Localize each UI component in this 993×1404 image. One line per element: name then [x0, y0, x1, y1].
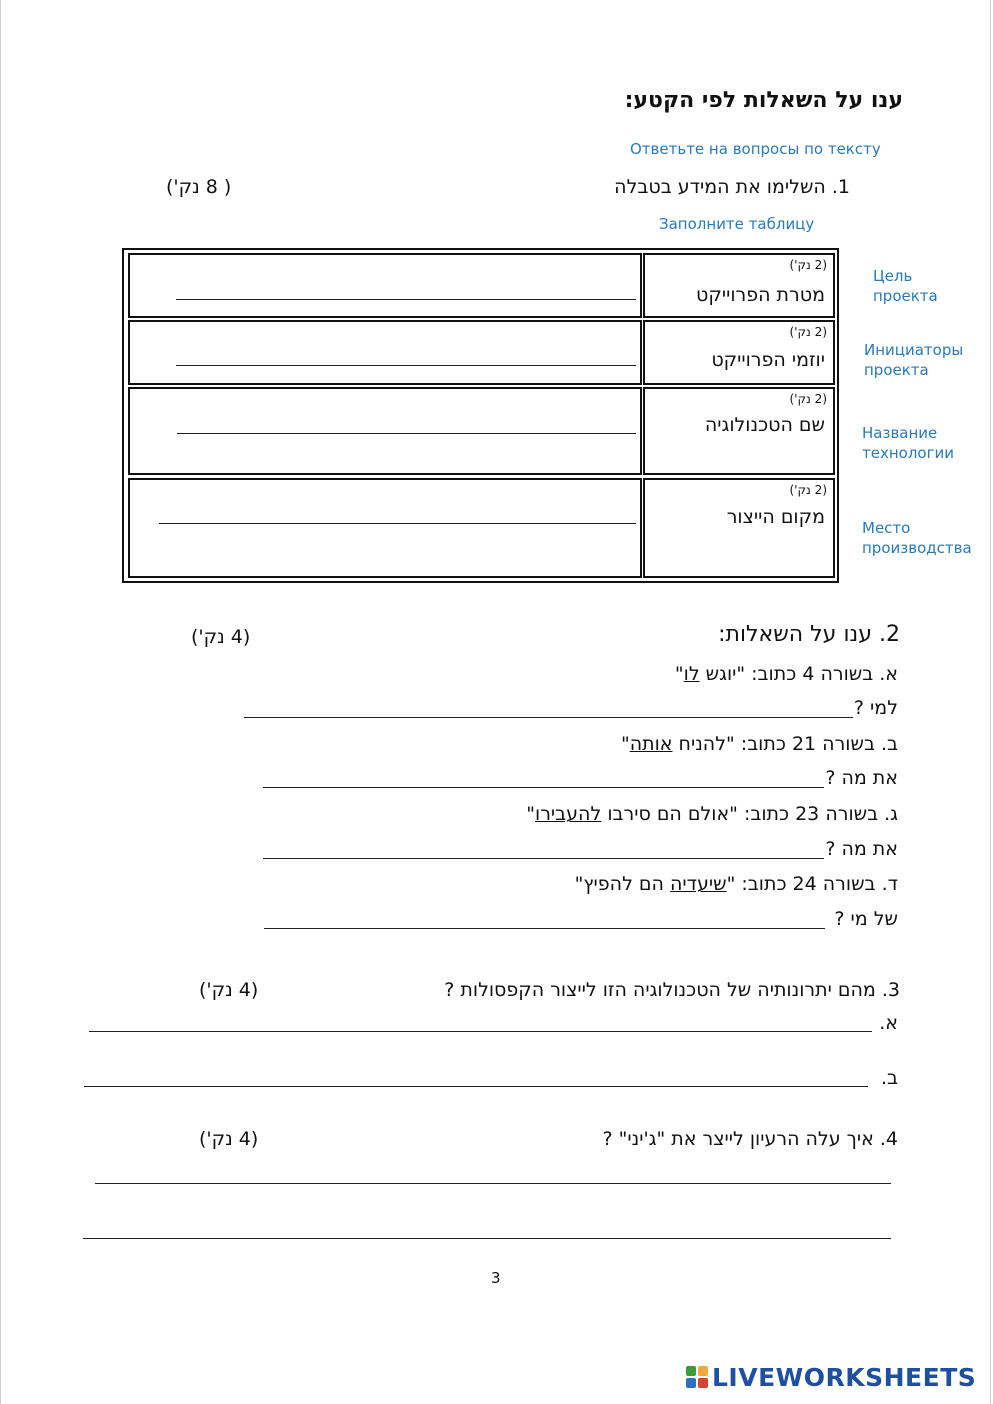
q2-b-underlined: אותה — [629, 733, 673, 755]
answer-line[interactable] — [177, 433, 636, 434]
q2-b-ask: את מה ? — [825, 767, 898, 789]
q2-a-answer-line[interactable] — [244, 717, 853, 718]
table-row-4-label: מקום הייצור — [726, 506, 825, 528]
table-row-3-answer-cell[interactable] — [128, 387, 642, 475]
table-row-2-label-cell — [643, 320, 835, 385]
table-row-1-label: מטרת הפרוייקט — [696, 284, 825, 306]
q2-d-text — [575, 873, 898, 895]
table-row-1-points: (2 נק') — [789, 258, 827, 272]
answer-line[interactable] — [176, 365, 636, 366]
q3-label: 3. מהם יתרונותיה של הטכנולוגיה הזו לייצור הקפסולות ? — [444, 979, 900, 1001]
q1-points: ( 8 נק') — [166, 176, 232, 198]
q2-b-pre: ב. בשורה 21 כתוב: "להניח — [672, 733, 898, 755]
q2-c-post: " — [526, 803, 536, 825]
q4-label: 4. איך עלה הרעיון לייצר את "ג'יני" ? — [602, 1128, 898, 1150]
q2-c-underlined: להעבירו — [535, 803, 602, 825]
table-row-4-answer-cell[interactable] — [128, 478, 642, 578]
q2-points: (4 נק') — [191, 626, 251, 648]
table-row-1-label-cell — [643, 253, 835, 318]
answer-line[interactable] — [159, 523, 636, 524]
liveworksheets-logo — [686, 1362, 976, 1392]
page-title: ענו על השאלות לפי הקטע: — [624, 88, 903, 113]
q2-d-pre: ד. בשורה 24 כתוב: " — [726, 873, 898, 895]
page-edge-right — [990, 0, 991, 1404]
subtitle-ru: Ответьте на вопросы по тексту — [630, 140, 881, 158]
page-number: 3 — [491, 1269, 501, 1287]
table-row-1-answer-cell[interactable] — [128, 253, 642, 318]
row-1-ru: Цель проекта — [873, 267, 938, 305]
answer-line[interactable] — [176, 299, 636, 300]
q2-a-post: " — [674, 663, 684, 685]
q2-a-text — [675, 663, 898, 685]
logo-cubes-icon — [686, 1366, 708, 1388]
q3-points: (4 נק') — [199, 979, 259, 1001]
q2-label: 2. ענו על השאלות: — [718, 622, 900, 647]
q2-c-pre: ג. בשורה 23 כתוב: "אולם הם סירבו — [601, 803, 898, 825]
info-table — [122, 248, 839, 583]
q3-a-marker: א. — [879, 1012, 898, 1034]
q1-label: 1. השלימו את המידע בטבלה — [614, 176, 850, 198]
table-row-2-answer-cell[interactable] — [128, 320, 642, 385]
q2-d-post: הם להפיץ" — [574, 873, 670, 895]
q4-answer-line-2[interactable] — [83, 1238, 891, 1239]
table-row-2-label: יוזמי הפרוייקט — [711, 349, 825, 371]
row-2-ru: Инициаторы проекта — [864, 341, 964, 379]
q2-c-ask: את מה ? — [825, 838, 898, 860]
q2-a-ask: למי ? — [853, 697, 898, 719]
table-row-4-points: (2 נק') — [789, 483, 827, 497]
q2-d-answer-line[interactable] — [264, 928, 825, 929]
q4-answer-line-1[interactable] — [95, 1183, 891, 1184]
q2-a-pre: א. בשורה 4 כתוב: "יוגש — [699, 663, 898, 685]
q2-b-answer-line[interactable] — [263, 787, 824, 788]
q3-a-answer-line[interactable] — [89, 1031, 872, 1032]
q2-b-post: " — [620, 733, 630, 755]
q2-a-underlined: לו — [683, 663, 700, 685]
q2-d-underlined: שיעדיה — [669, 873, 727, 895]
page-edge-left — [0, 0, 1, 1404]
q4-points: (4 נק') — [199, 1128, 259, 1150]
row-3-ru: Название технологии — [862, 424, 954, 462]
q2-c-text — [526, 803, 898, 825]
table-row-3-label: שם הטכנולוגיה — [704, 414, 825, 436]
q2-b-text — [621, 733, 898, 755]
table-row-3-label-cell — [643, 387, 835, 475]
table-row-4-label-cell — [643, 478, 835, 578]
logo-text: LIVEWORKSHEETS — [712, 1362, 977, 1392]
q1-hint-ru: Заполните таблицу — [659, 215, 815, 233]
row-4-ru: Место производства — [862, 519, 972, 557]
q2-d-ask: של מי ? — [834, 908, 898, 930]
q3-b-answer-line[interactable] — [84, 1086, 868, 1087]
table-row-3-points: (2 נק') — [789, 392, 827, 406]
q2-c-answer-line[interactable] — [263, 858, 824, 859]
table-row-2-points: (2 נק') — [789, 325, 827, 339]
q3-b-marker: ב. — [880, 1067, 898, 1089]
